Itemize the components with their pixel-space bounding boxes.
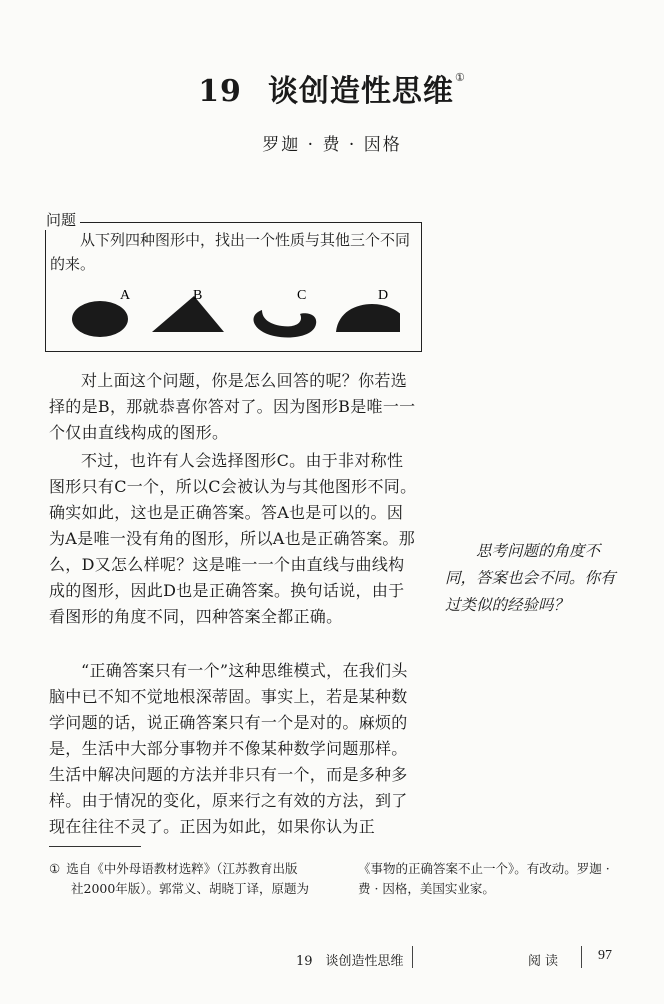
shape-a-label: A <box>120 288 131 303</box>
shape-figures <box>60 282 400 342</box>
footnote-second-line: 社2000年版）。郭常义、胡晓丁译，原题为 <box>71 881 310 896</box>
semicircle-shape <box>336 304 400 332</box>
footnote <box>49 859 349 899</box>
margin-note: 思考问题的角度不同，答案也会不同。你有过类似的经验吗？ <box>445 542 616 614</box>
lesson-title-text: 谈创造性思维 <box>267 74 454 109</box>
body-paragraph-1: 对上面这个问题，你是怎么回答的呢？你若选择的是B，那就恭喜你答对了。因为图形B是唯一一个仅由直线构成的图形。 <box>49 371 416 442</box>
footer-divider <box>412 946 413 968</box>
triangle-shape <box>152 296 224 332</box>
lesson-number: 19 <box>198 74 242 109</box>
footnote-divider <box>49 846 141 847</box>
shape-c-label: C <box>297 288 307 303</box>
body-paragraph-3: “正确答案只有一个”这种思维模式，在我们头脑中已不知不觉地根深蒂固。事实上，若是某种数学问题的话，说正确答案只有一个是对的。麻烦的是，生活中大部分事物并不像某种数学问题那样。生活中解决问题的方法并非只有一个，而是多种多样。由于情况的变化，原来行之有效的方法，到了现在往往不灵了。正因为如此，如果你认为正 <box>49 661 408 836</box>
ellipse-shape <box>72 301 128 337</box>
shape-d <box>336 288 400 332</box>
running-head: 19 谈创造性思维 <box>296 954 404 969</box>
shape-c <box>253 288 316 338</box>
shape-d-label: D <box>378 288 389 303</box>
author: 罗迦 · 费 · 因格 <box>262 135 402 155</box>
problem-text: 从下列四种图形中，找出一个性质与其他三个不同的来。 <box>50 231 411 273</box>
footnote-marker: ① <box>49 861 61 876</box>
footnote-reference[interactable]: ① <box>454 71 466 84</box>
footnote-first-line: 选自《中外母语教材选粹》（江苏教育出版 <box>66 861 298 876</box>
section-name: 阅读 <box>528 954 563 969</box>
body-paragraph-2: 不过，也许有人会选择图形C。由于非对称性图形只有C一个，所以C会被认为与其他图形不同。确实如此，这也是正确答案。答A也是可以的。因为A是唯一没有角的图形，所以A也是正确答案。那么，D又怎么样呢？这是唯一一个由直线与曲线构成的图形，因此D也是正确答案。换句话说，由于看图形的角度不同，四种答案全都正确。 <box>49 451 417 626</box>
footer-divider <box>581 946 582 968</box>
problem-label: 问题 <box>42 209 80 230</box>
footnote-continuation: 《事物的正确答案不止一个》。有改动。罗迦 · 费 · 因格，美国实业家。 <box>358 861 610 896</box>
shape-b <box>152 288 224 332</box>
lesson-title <box>0 66 664 110</box>
shape-a <box>72 288 131 337</box>
page-number: 97 <box>598 948 612 963</box>
crescent-shape <box>253 310 316 338</box>
shape-b-label: B <box>193 288 203 303</box>
